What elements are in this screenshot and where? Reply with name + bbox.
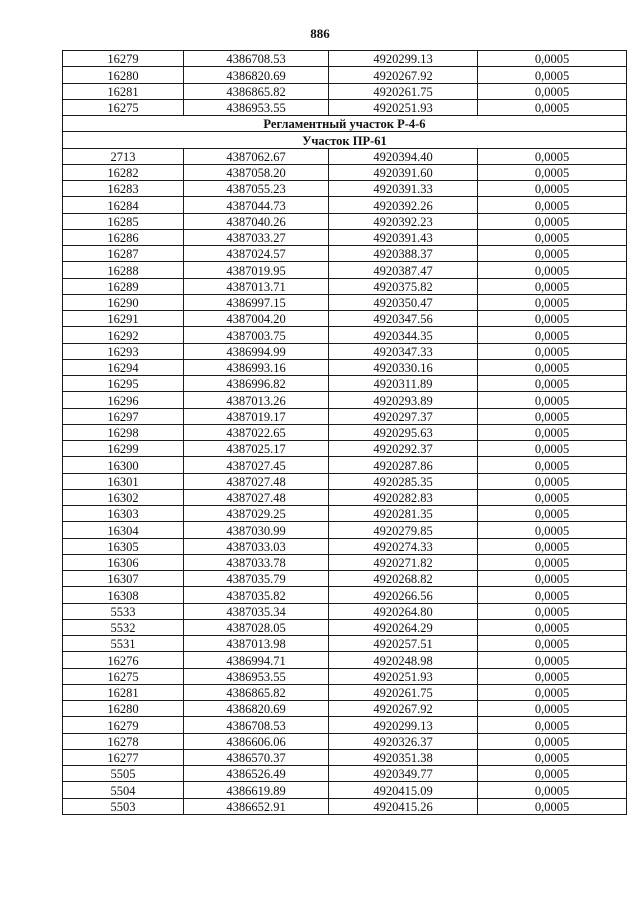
error-cell: 0,0005 (478, 148, 627, 164)
x-coordinate-cell: 4387013.98 (184, 636, 329, 652)
y-coordinate-cell: 4920248.98 (329, 652, 478, 668)
point-number-cell: 16275 (63, 668, 184, 684)
table-row (63, 392, 627, 408)
x-coordinate-cell: 4387025.17 (184, 441, 329, 457)
y-coordinate-cell: 4920261.75 (329, 83, 478, 99)
table-row (63, 148, 627, 164)
y-coordinate-cell: 4920292.37 (329, 441, 478, 457)
point-number-cell: 16282 (63, 164, 184, 180)
x-coordinate-cell: 4387035.82 (184, 587, 329, 603)
x-coordinate-cell: 4386820.69 (184, 701, 329, 717)
table-row (63, 164, 627, 180)
error-cell: 0,0005 (478, 457, 627, 473)
x-coordinate-cell: 4386820.69 (184, 67, 329, 83)
error-cell: 0,0005 (478, 603, 627, 619)
x-coordinate-cell: 4386953.55 (184, 99, 329, 115)
point-number-cell: 16302 (63, 489, 184, 505)
error-cell: 0,0005 (478, 67, 627, 83)
table-row (63, 327, 627, 343)
point-number-cell: 16280 (63, 67, 184, 83)
point-number-cell: 16279 (63, 717, 184, 733)
y-coordinate-cell: 4920311.89 (329, 376, 478, 392)
x-coordinate-cell: 4387027.48 (184, 473, 329, 489)
x-coordinate-cell: 4387024.57 (184, 246, 329, 262)
table-row (63, 51, 627, 67)
error-cell: 0,0005 (478, 619, 627, 635)
table-row (63, 67, 627, 83)
table-row (63, 749, 627, 765)
error-cell: 0,0005 (478, 587, 627, 603)
error-cell: 0,0005 (478, 522, 627, 538)
error-cell: 0,0005 (478, 246, 627, 262)
y-coordinate-cell: 4920251.93 (329, 668, 478, 684)
y-coordinate-cell: 4920344.35 (329, 327, 478, 343)
point-number-cell: 16306 (63, 554, 184, 570)
point-number-cell: 16289 (63, 278, 184, 294)
x-coordinate-cell: 4387013.71 (184, 278, 329, 294)
point-number-cell: 16275 (63, 99, 184, 115)
section-title: Регламентный участок Р-4-6 (63, 116, 627, 132)
x-coordinate-cell: 4386865.82 (184, 684, 329, 700)
table-row (63, 782, 627, 798)
x-coordinate-cell: 4386526.49 (184, 766, 329, 782)
coordinates-table (62, 50, 627, 815)
table-row (63, 294, 627, 310)
point-number-cell: 16292 (63, 327, 184, 343)
coordinates-table-body (63, 51, 627, 815)
y-coordinate-cell: 4920330.16 (329, 359, 478, 375)
point-number-cell: 16303 (63, 506, 184, 522)
point-number-cell: 16299 (63, 441, 184, 457)
error-cell: 0,0005 (478, 197, 627, 213)
error-cell: 0,0005 (478, 554, 627, 570)
x-coordinate-cell: 4386708.53 (184, 51, 329, 67)
error-cell: 0,0005 (478, 262, 627, 278)
table-row (63, 343, 627, 359)
y-coordinate-cell: 4920391.60 (329, 164, 478, 180)
point-number-cell: 16286 (63, 229, 184, 245)
error-cell: 0,0005 (478, 571, 627, 587)
table-row (63, 522, 627, 538)
error-cell: 0,0005 (478, 424, 627, 440)
error-cell: 0,0005 (478, 181, 627, 197)
y-coordinate-cell: 4920351.38 (329, 749, 478, 765)
y-coordinate-cell: 4920268.82 (329, 571, 478, 587)
y-coordinate-cell: 4920392.26 (329, 197, 478, 213)
error-cell: 0,0005 (478, 652, 627, 668)
point-number-cell: 16296 (63, 392, 184, 408)
table-row (63, 733, 627, 749)
point-number-cell: 5531 (63, 636, 184, 652)
error-cell: 0,0005 (478, 636, 627, 652)
x-coordinate-cell: 4387029.25 (184, 506, 329, 522)
y-coordinate-cell: 4920347.33 (329, 343, 478, 359)
table-row (63, 766, 627, 782)
error-cell: 0,0005 (478, 766, 627, 782)
error-cell: 0,0005 (478, 717, 627, 733)
error-cell: 0,0005 (478, 733, 627, 749)
x-coordinate-cell: 4387033.27 (184, 229, 329, 245)
y-coordinate-cell: 4920392.23 (329, 213, 478, 229)
table-row (63, 376, 627, 392)
x-coordinate-cell: 4387033.78 (184, 554, 329, 570)
y-coordinate-cell: 4920251.93 (329, 99, 478, 115)
x-coordinate-cell: 4386570.37 (184, 749, 329, 765)
y-coordinate-cell: 4920264.80 (329, 603, 478, 619)
table-row (63, 99, 627, 115)
x-coordinate-cell: 4386865.82 (184, 83, 329, 99)
y-coordinate-cell: 4920387.47 (329, 262, 478, 278)
y-coordinate-cell: 4920271.82 (329, 554, 478, 570)
error-cell: 0,0005 (478, 473, 627, 489)
y-coordinate-cell: 4920388.37 (329, 246, 478, 262)
y-coordinate-cell: 4920281.35 (329, 506, 478, 522)
table-row (63, 571, 627, 587)
x-coordinate-cell: 4387033.03 (184, 538, 329, 554)
table-row (63, 587, 627, 603)
y-coordinate-cell: 4920279.85 (329, 522, 478, 538)
x-coordinate-cell: 4386997.15 (184, 294, 329, 310)
error-cell: 0,0005 (478, 441, 627, 457)
point-number-cell: 16279 (63, 51, 184, 67)
point-number-cell: 16297 (63, 408, 184, 424)
error-cell: 0,0005 (478, 782, 627, 798)
error-cell: 0,0005 (478, 311, 627, 327)
point-number-cell: 16278 (63, 733, 184, 749)
error-cell: 0,0005 (478, 99, 627, 115)
x-coordinate-cell: 4386996.82 (184, 376, 329, 392)
y-coordinate-cell: 4920299.13 (329, 717, 478, 733)
error-cell: 0,0005 (478, 294, 627, 310)
point-number-cell: 16308 (63, 587, 184, 603)
y-coordinate-cell: 4920297.37 (329, 408, 478, 424)
point-number-cell: 16293 (63, 343, 184, 359)
table-row (63, 684, 627, 700)
section-header-row (63, 132, 627, 148)
error-cell: 0,0005 (478, 83, 627, 99)
y-coordinate-cell: 4920347.56 (329, 311, 478, 327)
x-coordinate-cell: 4387027.48 (184, 489, 329, 505)
point-number-cell: 16276 (63, 652, 184, 668)
y-coordinate-cell: 4920349.77 (329, 766, 478, 782)
error-cell: 0,0005 (478, 408, 627, 424)
point-number-cell: 5504 (63, 782, 184, 798)
y-coordinate-cell: 4920282.83 (329, 489, 478, 505)
point-number-cell: 16277 (63, 749, 184, 765)
error-cell: 0,0005 (478, 51, 627, 67)
x-coordinate-cell: 4386652.91 (184, 798, 329, 814)
x-coordinate-cell: 4386708.53 (184, 717, 329, 733)
table-row (63, 717, 627, 733)
point-number-cell: 16280 (63, 701, 184, 717)
y-coordinate-cell: 4920274.33 (329, 538, 478, 554)
y-coordinate-cell: 4920261.75 (329, 684, 478, 700)
point-number-cell: 5503 (63, 798, 184, 814)
error-cell: 0,0005 (478, 749, 627, 765)
table-row (63, 457, 627, 473)
error-cell: 0,0005 (478, 229, 627, 245)
point-number-cell: 16301 (63, 473, 184, 489)
x-coordinate-cell: 4387035.79 (184, 571, 329, 587)
x-coordinate-cell: 4387062.67 (184, 148, 329, 164)
table-row (63, 489, 627, 505)
page-number: 886 (310, 26, 330, 41)
section-header-row (63, 116, 627, 132)
table-row (63, 652, 627, 668)
x-coordinate-cell: 4387028.05 (184, 619, 329, 635)
table-row (63, 506, 627, 522)
error-cell: 0,0005 (478, 343, 627, 359)
point-number-cell: 16305 (63, 538, 184, 554)
error-cell: 0,0005 (478, 327, 627, 343)
y-coordinate-cell: 4920267.92 (329, 701, 478, 717)
point-number-cell: 16281 (63, 83, 184, 99)
table-row (63, 798, 627, 814)
error-cell: 0,0005 (478, 376, 627, 392)
error-cell: 0,0005 (478, 684, 627, 700)
y-coordinate-cell: 4920264.29 (329, 619, 478, 635)
point-number-cell: 5532 (63, 619, 184, 635)
x-coordinate-cell: 4387035.34 (184, 603, 329, 619)
table-row (63, 473, 627, 489)
point-number-cell: 16300 (63, 457, 184, 473)
error-cell: 0,0005 (478, 506, 627, 522)
x-coordinate-cell: 4387013.26 (184, 392, 329, 408)
x-coordinate-cell: 4387003.75 (184, 327, 329, 343)
error-cell: 0,0005 (478, 213, 627, 229)
x-coordinate-cell: 4387019.17 (184, 408, 329, 424)
table-row (63, 246, 627, 262)
y-coordinate-cell: 4920391.33 (329, 181, 478, 197)
x-coordinate-cell: 4386606.06 (184, 733, 329, 749)
y-coordinate-cell: 4920391.43 (329, 229, 478, 245)
point-number-cell: 16298 (63, 424, 184, 440)
point-number-cell: 5505 (63, 766, 184, 782)
error-cell: 0,0005 (478, 668, 627, 684)
y-coordinate-cell: 4920257.51 (329, 636, 478, 652)
table-row (63, 408, 627, 424)
y-coordinate-cell: 4920326.37 (329, 733, 478, 749)
table-row (63, 262, 627, 278)
y-coordinate-cell: 4920350.47 (329, 294, 478, 310)
table-row (63, 213, 627, 229)
table-row (63, 636, 627, 652)
x-coordinate-cell: 4387027.45 (184, 457, 329, 473)
x-coordinate-cell: 4387044.73 (184, 197, 329, 213)
y-coordinate-cell: 4920293.89 (329, 392, 478, 408)
y-coordinate-cell: 4920287.86 (329, 457, 478, 473)
x-coordinate-cell: 4386619.89 (184, 782, 329, 798)
y-coordinate-cell: 4920415.09 (329, 782, 478, 798)
error-cell: 0,0005 (478, 359, 627, 375)
x-coordinate-cell: 4387030.99 (184, 522, 329, 538)
y-coordinate-cell: 4920375.82 (329, 278, 478, 294)
point-number-cell: 16304 (63, 522, 184, 538)
y-coordinate-cell: 4920266.56 (329, 587, 478, 603)
table-row (63, 424, 627, 440)
point-number-cell: 16287 (63, 246, 184, 262)
x-coordinate-cell: 4387004.20 (184, 311, 329, 327)
error-cell: 0,0005 (478, 538, 627, 554)
table-row (63, 701, 627, 717)
point-number-cell: 16285 (63, 213, 184, 229)
x-coordinate-cell: 4387022.65 (184, 424, 329, 440)
point-number-cell: 16295 (63, 376, 184, 392)
error-cell: 0,0005 (478, 278, 627, 294)
point-number-cell: 2713 (63, 148, 184, 164)
point-number-cell: 16294 (63, 359, 184, 375)
x-coordinate-cell: 4387019.95 (184, 262, 329, 278)
error-cell: 0,0005 (478, 798, 627, 814)
y-coordinate-cell: 4920415.26 (329, 798, 478, 814)
point-number-cell: 16288 (63, 262, 184, 278)
error-cell: 0,0005 (478, 392, 627, 408)
table-row (63, 278, 627, 294)
table-row (63, 229, 627, 245)
table-row (63, 603, 627, 619)
table-row (63, 554, 627, 570)
x-coordinate-cell: 4387040.26 (184, 213, 329, 229)
table-row (63, 359, 627, 375)
table-row (63, 538, 627, 554)
point-number-cell: 16281 (63, 684, 184, 700)
point-number-cell: 5533 (63, 603, 184, 619)
point-number-cell: 16284 (63, 197, 184, 213)
x-coordinate-cell: 4386953.55 (184, 668, 329, 684)
error-cell: 0,0005 (478, 489, 627, 505)
error-cell: 0,0005 (478, 701, 627, 717)
x-coordinate-cell: 4387055.23 (184, 181, 329, 197)
y-coordinate-cell: 4920299.13 (329, 51, 478, 67)
x-coordinate-cell: 4387058.20 (184, 164, 329, 180)
error-cell: 0,0005 (478, 164, 627, 180)
table-row (63, 441, 627, 457)
y-coordinate-cell: 4920285.35 (329, 473, 478, 489)
table-row (63, 668, 627, 684)
table-row (63, 83, 627, 99)
x-coordinate-cell: 4386994.71 (184, 652, 329, 668)
table-row (63, 197, 627, 213)
point-number-cell: 16290 (63, 294, 184, 310)
section-title: Участок ПР-61 (63, 132, 627, 148)
y-coordinate-cell: 4920267.92 (329, 67, 478, 83)
point-number-cell: 16291 (63, 311, 184, 327)
y-coordinate-cell: 4920394.40 (329, 148, 478, 164)
x-coordinate-cell: 4386993.16 (184, 359, 329, 375)
point-number-cell: 16307 (63, 571, 184, 587)
x-coordinate-cell: 4386994.99 (184, 343, 329, 359)
table-row (63, 619, 627, 635)
point-number-cell: 16283 (63, 181, 184, 197)
y-coordinate-cell: 4920295.63 (329, 424, 478, 440)
table-row (63, 311, 627, 327)
table-row (63, 181, 627, 197)
